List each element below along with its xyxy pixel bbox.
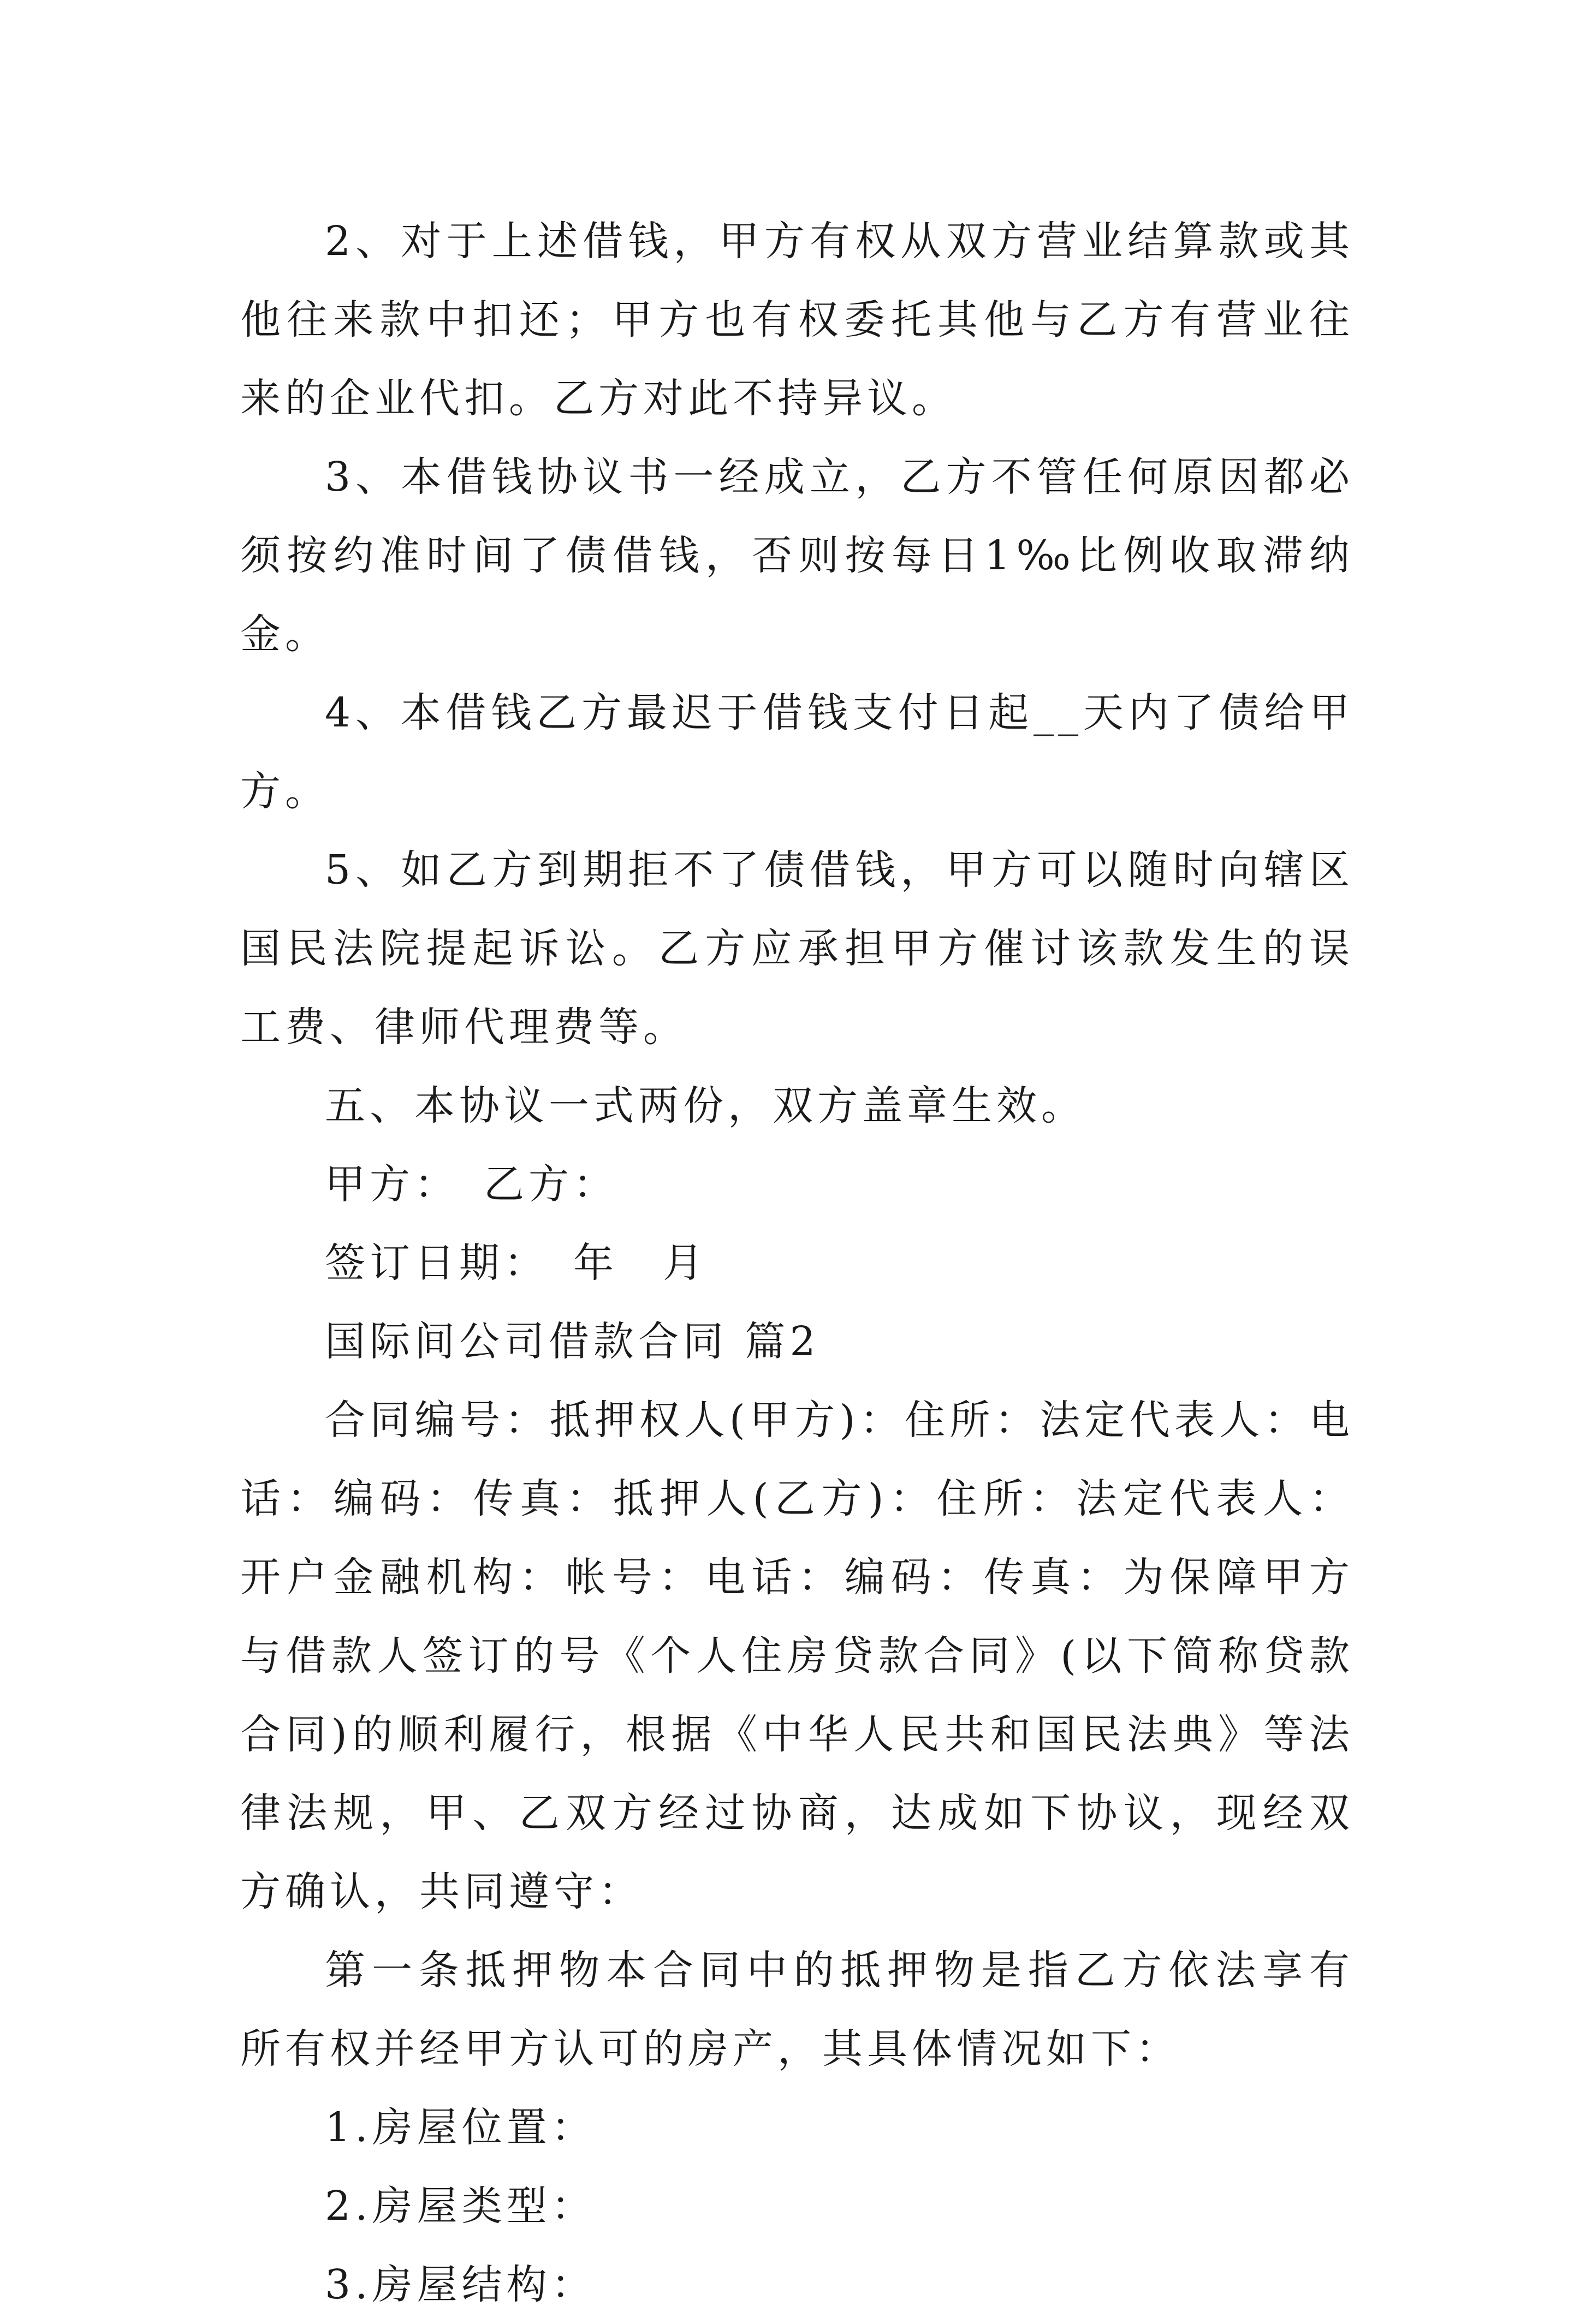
paragraph-repayment-deduction: 2、对于上述借钱，甲方有权从双方营业结算款或其他往来款中扣还；甲方也有权委托其他与乙方有营业往来的企业代扣。乙方对此不持异议。 [240, 218, 1354, 422]
paragraph-late-fee: 3、本借钱协议书一经成立，乙方不管任何原因都必须按约准时间了债借钱，否则按每日1‰比例收取滞纳金。 [240, 454, 1354, 658]
document-body [240, 202, 1354, 2324]
signature-parties-line: 甲方： 乙方： [325, 1161, 618, 1208]
paragraph-litigation: 5、如乙方到期拒不了债借钱，甲方可以随时向辖区国民法院提起诉讼。乙方应承担甲方催讨该款发生的误工费、律师代理费等。 [240, 847, 1354, 1051]
list-item-house-location: 1.房屋位置： [325, 2104, 596, 2151]
paragraph-contract-parties: 合同编号：抵押权人(甲方)：住所：法定代表人：电话：编码：传真：抵押人(乙方)：住所：法定代表人：开户金融机构：帐号：电话：编码：传真：为保障甲方与借款人签订的号《个人住房贷款合同》(以下简称贷款合同)的顺利履行，根据《中华人民共和国民法典》等法律法规，甲、乙双方经过协商，达成如下协议，现经双方确认，共同遵守： [240, 1397, 1354, 1915]
signing-date-line: 签订日期： 年 月 [325, 1240, 708, 1286]
list-item-house-structure: 3.房屋结构： [325, 2261, 596, 2308]
section-heading: 国际间公司借款合同 篇2 [325, 1318, 820, 1365]
paragraph-repayment-deadline: 4、本借钱乙方最迟于借钱支付日起__天内了债给甲方。 [240, 689, 1354, 815]
list-item-house-type: 2.房屋类型： [325, 2183, 596, 2230]
paragraph-article-one: 第一条抵押物本合同中的抵押物是指乙方依法享有所有权并经甲方认可的房产，其具体情况如下： [240, 1947, 1354, 2072]
paragraph-copies: 五、本协议一式两份，双方盖章生效。 [325, 1082, 1086, 1129]
